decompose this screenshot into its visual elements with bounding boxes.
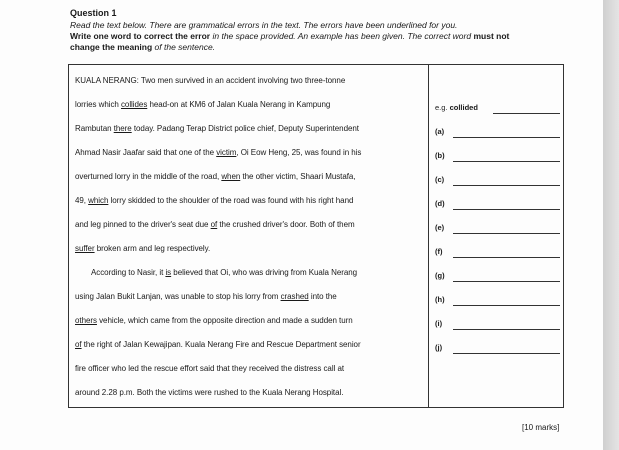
passage-line (75, 99, 330, 111)
answer-label-text: (a) (435, 127, 445, 136)
underlined-error: suffer (75, 244, 95, 253)
passage-line (75, 291, 337, 303)
answer-blank[interactable] (453, 185, 560, 186)
example-answer (435, 102, 478, 114)
underlined-error: crashed (280, 292, 309, 301)
passage-fragment: , Oi Eow Heng, 25, was found in his (236, 148, 362, 157)
example-prefix: e.g. (435, 103, 450, 112)
underlined-error: when (221, 172, 241, 181)
answer-label (435, 198, 453, 210)
example-word: collided (449, 103, 478, 112)
answer-blank[interactable] (453, 257, 560, 258)
underlined-error: of (75, 340, 82, 349)
passage-fragment: 49, (75, 196, 89, 205)
passage-fragment: KUALA NERANG: Two men survived in an accident involving two three-tonne (75, 76, 346, 85)
passage-fragment: Rambutan (75, 124, 114, 133)
answer-label-text: (e) (435, 223, 445, 232)
instruction-bold: Write one word to correct the error (70, 31, 211, 41)
instruction-line-2 (70, 31, 509, 42)
passage-line (75, 75, 345, 87)
passage-fragment: around 2.28 p.m. Both the victims were rushed to the Kuala Nerang Hospital. (75, 388, 344, 397)
answer-label (435, 126, 453, 138)
underlined-error: victim (216, 148, 237, 157)
answer-label-text: (h) (435, 295, 445, 304)
passage-line (75, 195, 353, 207)
passage-line (75, 315, 353, 327)
passage-fragment: using Jalan Bukit Lanjan, was unable to stop his lorry from (75, 292, 281, 301)
answer-label-text: (d) (435, 199, 445, 208)
answer-label (435, 294, 453, 306)
answer-label-text: (c) (435, 175, 445, 184)
passage-line (75, 387, 343, 399)
answer-blank[interactable] (453, 329, 560, 330)
underlined-error: which (88, 196, 109, 205)
answer-label-text: (i) (435, 319, 443, 328)
answer-label-text: (b) (435, 151, 445, 160)
passage-fragment: the crushed driver's door. Both of them (217, 220, 355, 229)
passage-fragment: According to Nasir, it (91, 268, 166, 277)
passage-line (91, 267, 357, 279)
underlined-error: of (210, 220, 218, 229)
instruction-italic: in the space provided. An example has been given. The correct word (210, 31, 474, 41)
underlined-error: is (165, 268, 172, 277)
answer-label (435, 174, 453, 186)
passage-table (68, 64, 564, 408)
page-edge (603, 0, 619, 450)
passage-fragment: overturned lorry in the middle of the road, (75, 172, 222, 181)
answer-label (435, 318, 453, 330)
passage-fragment: the right of Jalan Kewajipan. Kuala Nerang Fire and Rescue Department senior (81, 340, 361, 349)
answer-label (435, 222, 453, 234)
column-divider (428, 65, 429, 407)
answer-label-text: (g) (435, 271, 445, 280)
answer-label (435, 270, 453, 282)
passage-fragment: head-on at KM6 of Jalan Kuala Nerang in Kampung (147, 100, 331, 109)
example-answer-line (493, 113, 560, 114)
passage-fragment: fire officer who led the rescue effort said that they received the distress call at (75, 364, 345, 373)
answer-blank[interactable] (453, 161, 560, 162)
answer-label (435, 342, 453, 354)
passage-fragment: lorry skidded to the shoulder of the road was found with his right hand (108, 196, 354, 205)
instruction-line-1: Read the text below. There are grammatical errors in the text. The errors have been underlined for you. (70, 20, 458, 30)
answer-blank[interactable] (453, 305, 560, 306)
underlined-error: there (113, 124, 132, 133)
passage-fragment: into the (308, 292, 337, 301)
instruction-line-3 (70, 42, 215, 53)
underlined-error: others (75, 316, 97, 325)
passage-line (75, 147, 361, 159)
answer-label (435, 246, 453, 258)
instruction-italic: of the sentence. (152, 42, 216, 52)
passage-fragment: lorries which (75, 100, 121, 109)
passage-line (75, 219, 355, 231)
passage-fragment: Ahmad Nasir Jaafar said that one of the (75, 148, 217, 157)
marks-total: [10 marks] (522, 423, 560, 432)
answer-label-text: (f) (435, 247, 443, 256)
passage-fragment: and leg pinned to the driver's seat due (75, 220, 211, 229)
passage-line (75, 339, 361, 351)
passage-line (75, 123, 359, 135)
passage-fragment: broken arm and leg respectively. (94, 244, 211, 253)
passage-fragment: vehicle, which came from the opposite direction and made a sudden turn (96, 316, 353, 325)
passage-line (75, 363, 344, 375)
answer-blank[interactable] (453, 353, 560, 354)
instruction-bold: change the meaning (70, 42, 153, 52)
passage-line (75, 243, 210, 255)
question-heading: Question 1 (70, 8, 117, 18)
answer-blank[interactable] (453, 233, 560, 234)
answer-blank[interactable] (453, 137, 560, 138)
passage-fragment: believed that Oi, who was driving from Kuala Nerang (171, 268, 358, 277)
passage-fragment: the other victim, Shaari Mustafa, (240, 172, 356, 181)
answer-blank[interactable] (453, 209, 560, 210)
passage-line (75, 171, 356, 183)
answer-blank[interactable] (453, 281, 560, 282)
answer-label (435, 150, 453, 162)
passage-fragment: today. Padang Terap District police chief, Deputy Superintendent (131, 124, 359, 133)
instruction-bold: must not (473, 31, 510, 41)
underlined-error: collides (120, 100, 148, 109)
answer-label-text: (j) (435, 343, 443, 352)
